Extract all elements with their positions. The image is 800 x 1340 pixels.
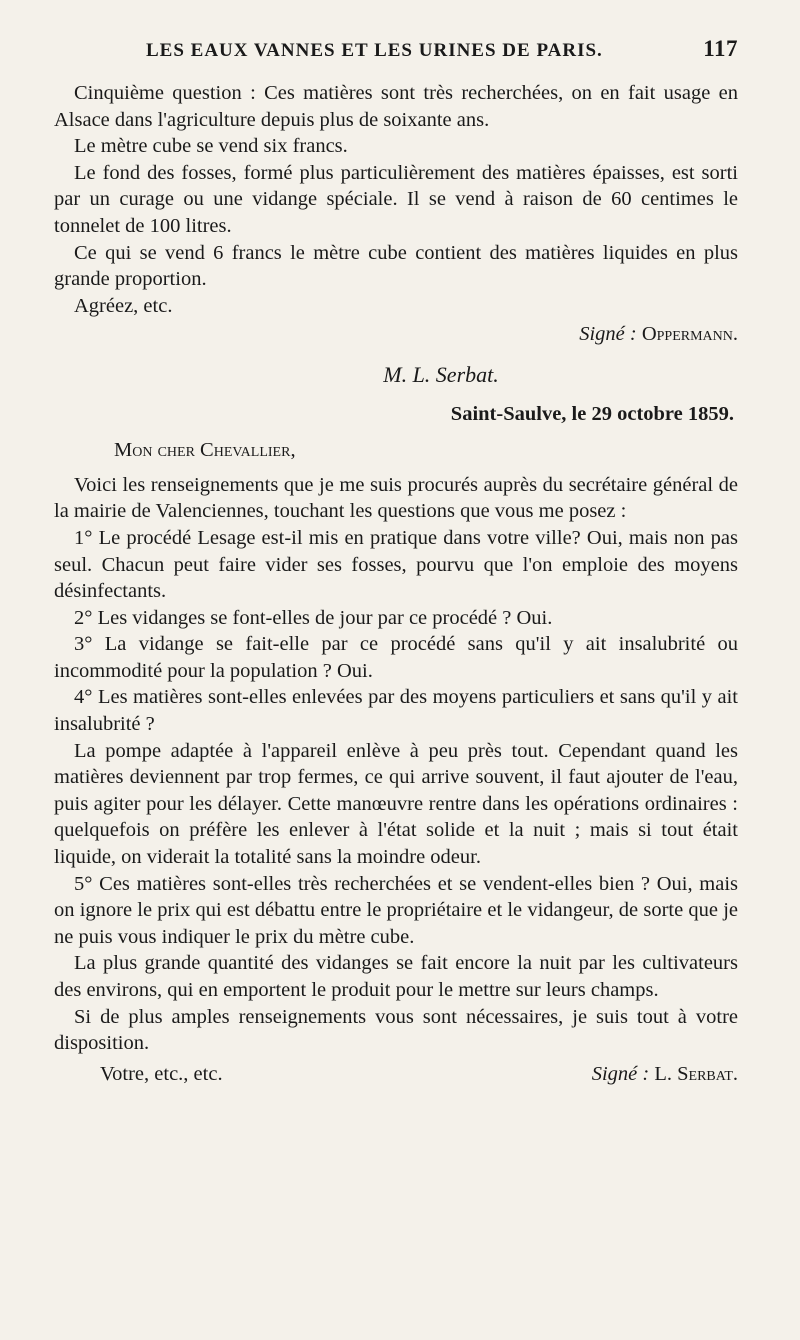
paragraph: Si de plus amples renseignements vous sont nécessaires, je suis tout à votre disposition. xyxy=(54,1005,738,1055)
paragraph: La plus grande quantité des vidanges se fait encore la nuit par les cultivateurs des environs, qui en emportent le produit pour le mettre sur leurs champs. xyxy=(54,952,738,1001)
running-title: LES EAUX VANNES ET LES URINES DE PARIS. xyxy=(146,40,603,61)
signature-name: Oppermann. xyxy=(641,323,738,346)
closing-line xyxy=(54,1061,738,1088)
signature-name: L. Serbat. xyxy=(654,1062,738,1085)
paragraph: Le mètre cube se vend six francs. xyxy=(74,135,348,158)
signature-label: Signé : xyxy=(579,323,637,346)
paragraph: Voici les renseignements que je me suis procurés auprès du secrétaire général de la mairie de Valenciennes, touchant les questions que vous me posez : xyxy=(54,473,738,523)
signature-oppermann xyxy=(54,321,738,348)
paragraph: 4° Les matières sont-elles enlevées par des moyens particuliers et sans qu'il y ait insalubrité ? xyxy=(54,686,738,736)
paragraph: 5° Ces matières sont-elles très recherchées et se vendent-elles bien ? Oui, mais on ignore le prix qui est débattu entre le propriétaire et le vidangeur, de sorte que je ne puis vous indiquer le prix du mètre cube. xyxy=(54,872,738,948)
body-text xyxy=(54,80,738,1087)
paragraph: Ce qui se vend 6 francs le mètre cube contient des matières liquides en plus grande proportion. xyxy=(54,241,738,291)
signature-label: Signé : xyxy=(591,1062,650,1085)
paragraph: Le fond des fosses, formé plus particulièrement des matières épaisses, est sorti par un curage ou une vidange spéciale. Il se vend à raison de 60 centimes le tonnelet de 100 litres. xyxy=(54,161,738,237)
paragraph: 2° Les vidanges se font-elles de jour par ce procédé ? Oui. xyxy=(74,606,553,629)
paragraph: La pompe adaptée à l'appareil enlève à peu près tout. Cependant quand les matières deviennent par trop fermes, ce qui arrive souvent, il faut ajouter de l'eau, puis agiter pour les délayer. Cette manœuvre rentre dans les opérations ordinaires : quelquefois on préfère les enlever à l'état solide et la nuit ; mais si tout était liquide, on viderait la totalité sans la moindre odeur. xyxy=(54,739,738,869)
letter-dateline: Saint-Saulve, le 29 octobre 1859. xyxy=(450,402,734,425)
letter-salutation: Mon cher Chevallier, xyxy=(114,439,296,462)
paragraph: Agréez, etc. xyxy=(74,294,173,317)
letter-recipient: M. L. Serbat. xyxy=(383,361,499,387)
paragraph: 3° La vidange se fait-elle par ce procédé sans qu'il y ait insalubrité ou incommodité pour la population ? Oui. xyxy=(54,633,738,682)
signature-serbat xyxy=(592,1061,738,1088)
paragraph: Cinquième question : Ces matières sont très recherchées, on en fait usage en Alsace dans l'agriculture depuis plus de soixante ans. xyxy=(54,82,738,131)
paragraph: 1° Le procédé Lesage est-il mis en pratique dans votre ville? Oui, mais non pas seul. Chacun peut faire vider ses fosses, pourvu que l'on emploie des moyens désinfectants. xyxy=(54,526,738,603)
closing-formula: Votre, etc., etc. xyxy=(100,1062,223,1085)
running-header xyxy=(54,36,738,62)
page-number: 117 xyxy=(703,36,738,61)
